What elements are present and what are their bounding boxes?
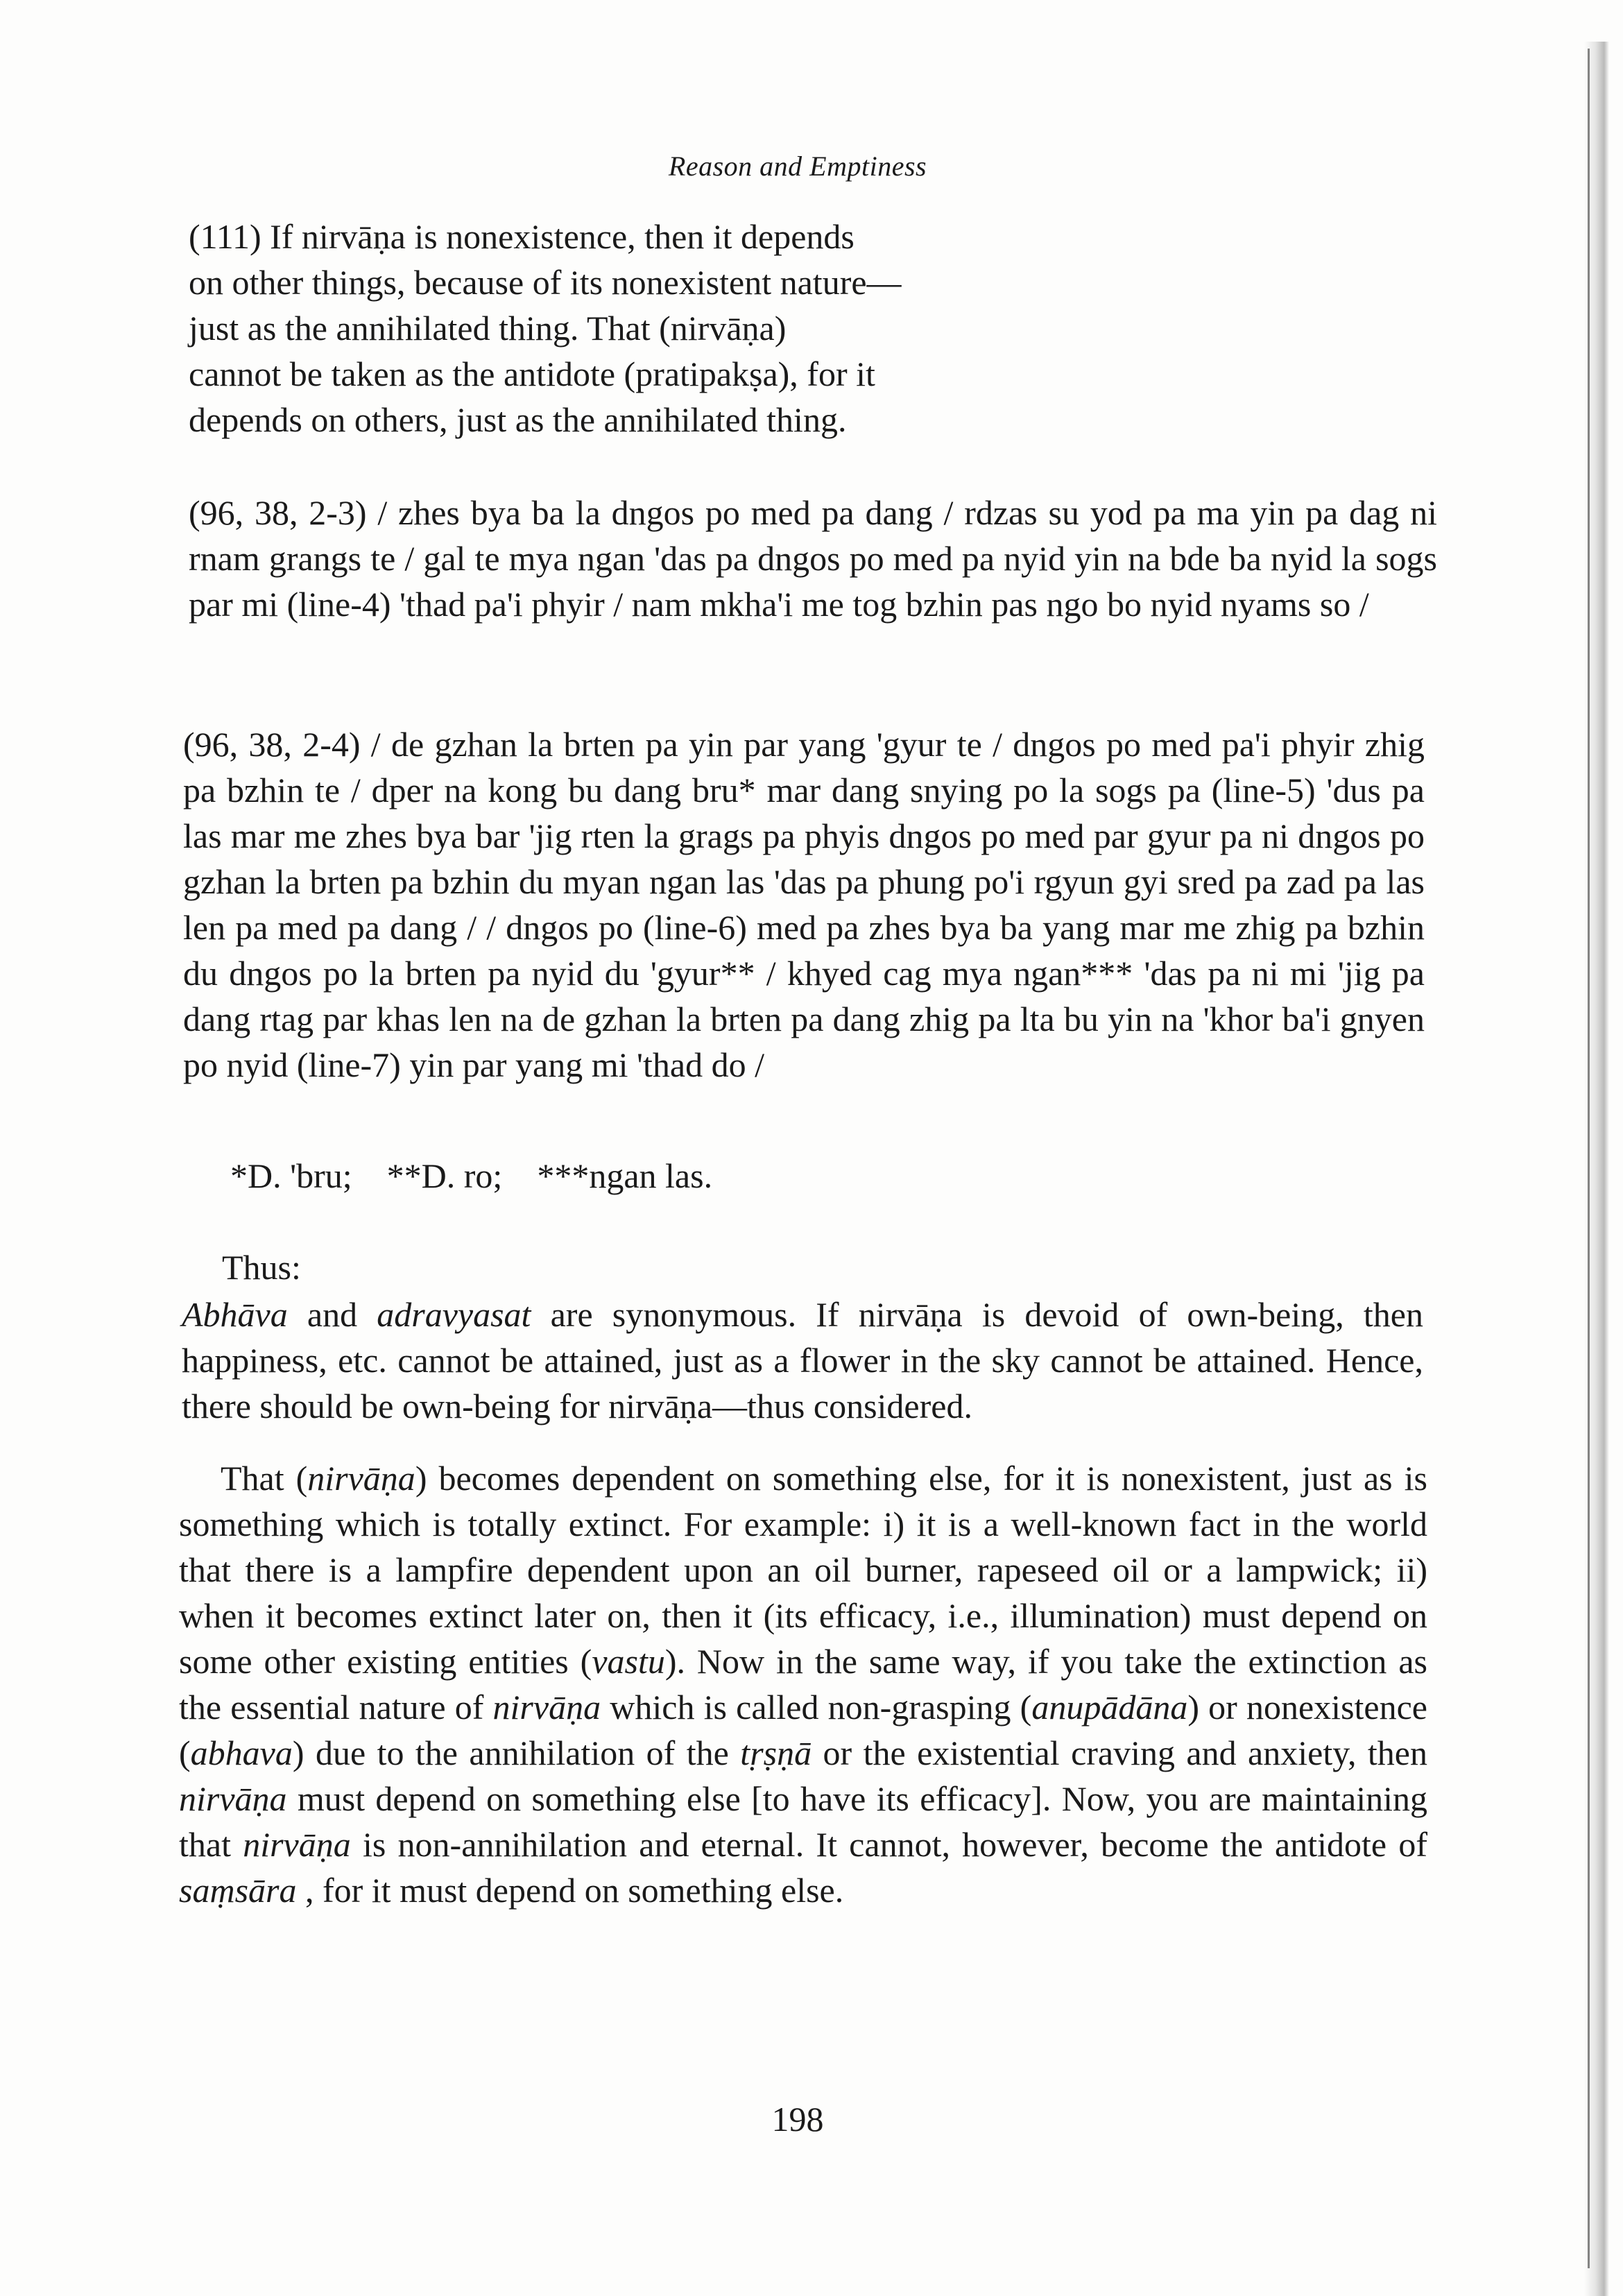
verse-line: depends on others, just as the annihilated thing.: [189, 400, 847, 439]
variant-note: **D. ro;: [386, 1156, 503, 1195]
variant-notes: [230, 1153, 1201, 1199]
tibetan-passage-1: (96, 38, 2-3) / zhes bya ba la dngos po med pa dang / rdzas su yod pa ma yin pa dag ni rnam grangs te / gal te mya ngan 'das pa dngos po med pa nyid yin na bde ba nyid la sogs par mi (line-4) 'thad pa'i phyir / nam mkha'i me tog bzhin pas ngo bo nyid nyams so /: [189, 493, 1437, 624]
page-number: 198: [771, 2100, 824, 2139]
paragraph-text: which is called non-grasping (: [601, 1688, 1032, 1727]
commentary-paragraph: [179, 1455, 1427, 1913]
paragraph-text: ) becomes dependent on something else, for it is nonexistent, just as is something which is totally extinct. For example: i) it is a well-known fact in the world that there is a lampfire dependent upon an oil burner, rapeseed oil or a lampwick; ii) when it becomes extinct later on, then it (its efficacy, i.e., illumination) must depend on some other existing entities (: [179, 1459, 1427, 1681]
verse-line: cannot be taken as the antidote (pratipakṣa), for it: [189, 354, 875, 393]
paragraph-text: is non-annihilation and eternal. It cannot, however, become the antidote of: [350, 1825, 1427, 1864]
thus-text: are synonymous. If nirvāṇa is devoid of own-being, then happiness, etc. cannot be attained, just as a flower in the sky cannot be attained. Hence, there should be own-being for nirvāṇa—thus considered.: [182, 1295, 1423, 1425]
italic-term: nirvāṇa: [179, 1779, 287, 1818]
paragraph-text: ). Now in the same way, if you take the extinction as the essential nature of: [179, 1642, 1427, 1727]
paragraph-text: or the existential craving and anxiety, then: [812, 1733, 1427, 1772]
term-adravyasat: adravyasat: [377, 1295, 531, 1334]
thus-connector: and: [287, 1295, 377, 1334]
italic-term: nirvāṇa: [307, 1459, 415, 1498]
paragraph-text: ) or nonexistence (: [179, 1688, 1427, 1772]
scan-edge-line: [1588, 49, 1590, 2268]
verse-line: (111) If nirvāṇa is nonexistence, then it depends: [189, 217, 855, 256]
italic-term: tṛṣṇā: [740, 1733, 812, 1772]
paragraph-text: , for it must depend on something else.: [296, 1871, 844, 1910]
paragraph-text: must depend on something else [to have its efficacy]. Now, you are maintaining that: [179, 1779, 1427, 1864]
term-abhava: Abhāva: [182, 1295, 288, 1334]
running-head: Reason and Emptiness: [668, 151, 927, 182]
variant-note: ***ngan las.: [537, 1156, 713, 1195]
verse-line: just as the annihilated thing. That (nirvāṇa): [189, 309, 787, 348]
tibetan-passage-2: (96, 38, 2-4) / de gzhan la brten pa yin par yang 'gyur te / dngos po med pa'i phyir zhig pa bzhin te / dper na kong bu dang bru* mar dang snying po la sogs pa (line-5) 'dus pa las mar me zhes bya bar 'jig rten la grags pa phyis dngos po med par gyur pa ni dngos po gzhan la brten pa bzhin du myan ngan las 'das pa phung po'i rgyun gyi sred pa zad pa las len pa med pa dang / / dngos po (line-6) med pa zhes bya ba yang mar me zhig pa bzhin du dngos po la brten pa nyid du 'gyur** / khyed cag mya ngan*** 'das pa ni mi 'jig pa dang rtag par khas len na de gzhan la brten pa dang zhig pa lta bu yin na 'khor ba'i gnyen po nyid (line-7) yin par yang mi 'thad do /: [183, 725, 1425, 1084]
verse-block: [189, 214, 1451, 443]
thus-paragraph: [182, 1292, 1423, 1429]
italic-term: anupādāna: [1031, 1688, 1188, 1727]
italic-term: nirvāṇa: [492, 1688, 601, 1727]
variant-note: *D. 'bru;: [230, 1156, 352, 1195]
italic-term: abhava: [190, 1733, 293, 1772]
verse-line: on other things, because of its nonexistent nature—: [189, 263, 902, 302]
paragraph-text: That (: [221, 1459, 308, 1498]
italic-term: vastu: [592, 1642, 665, 1681]
thus-label: Thus:: [222, 1248, 301, 1287]
italic-term: nirvāṇa: [243, 1825, 351, 1864]
paragraph-text: ) due to the annihilation of the: [292, 1733, 741, 1772]
italic-term: saṃsāra: [179, 1871, 297, 1910]
